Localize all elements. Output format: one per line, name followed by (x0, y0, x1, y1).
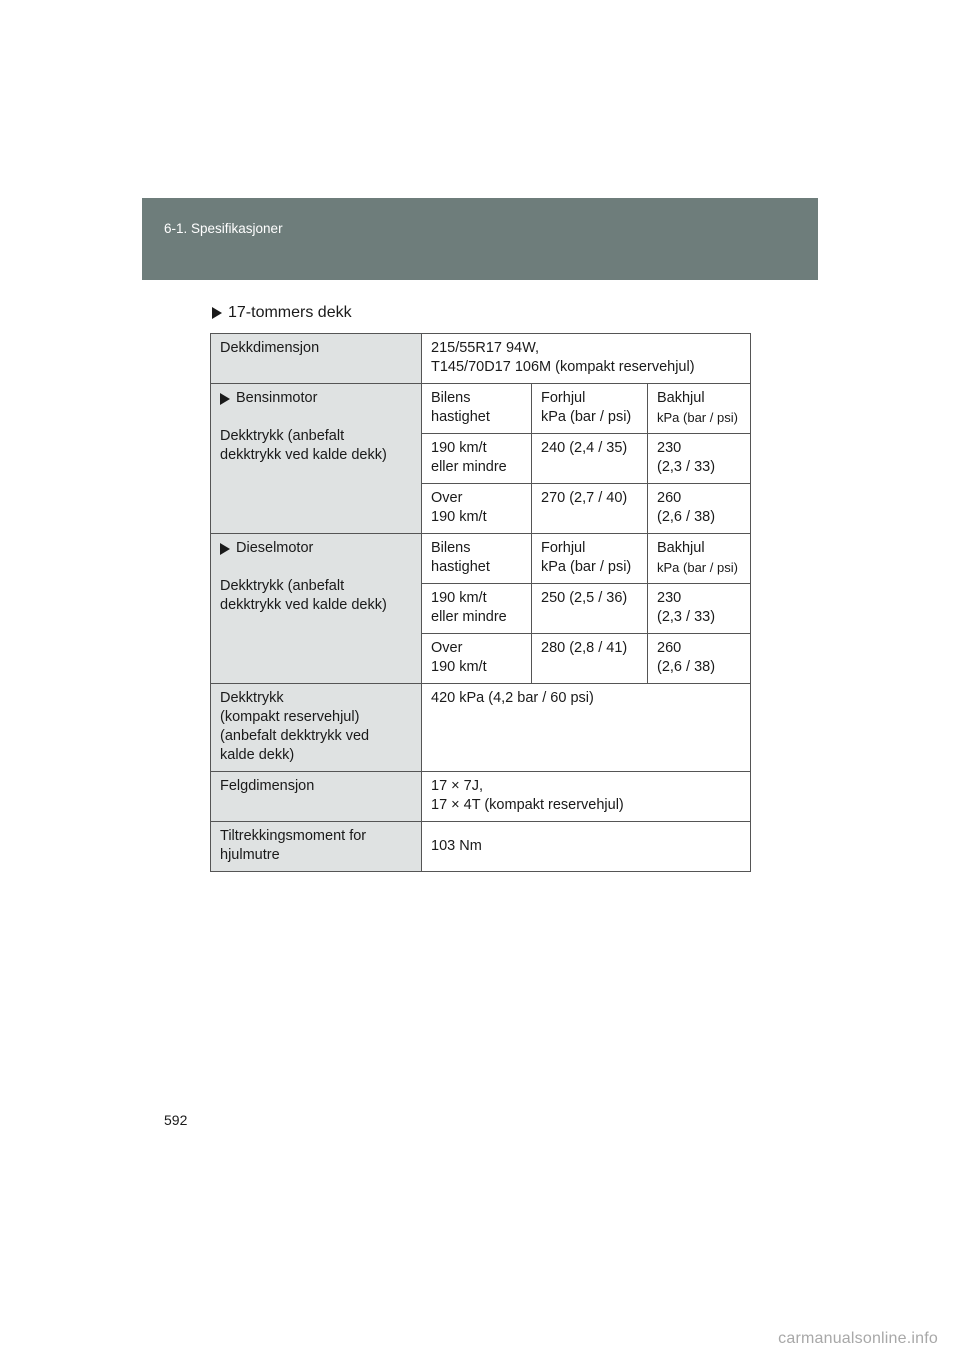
triangle-bullet-icon (220, 543, 230, 555)
table-row-rim-size (211, 772, 751, 822)
front-pressure-cell: 280 (2,8 / 41) (532, 634, 648, 684)
tire-spec-table (210, 333, 751, 872)
speed-cell: Over 190 km/t (422, 634, 532, 684)
table-row-petrol-header (211, 384, 751, 434)
watermark: carmanualsonline.info (778, 1330, 938, 1347)
section-heading-text: 17-tommers dekk (228, 304, 352, 321)
rear-wheel-column-header: Bakhjul kPa (bar / psi) (648, 534, 751, 584)
triangle-bullet-icon (220, 393, 230, 405)
torque-label: Tiltrekkingsmoment for hjulmutre (211, 822, 422, 872)
speed-cell: Over 190 km/t (422, 484, 532, 534)
spare-pressure-label: Dekktrykk (kompakt reservehjul) (anbefalt dekktrykk ved kalde dekk) (211, 684, 422, 772)
rear-pressure-cell: 260 (2,6 / 38) (648, 484, 751, 534)
rim-size-value: 17 × 7J, 17 × 4T (kompakt reservehjul) (422, 772, 751, 822)
table-row-tire-size (211, 334, 751, 384)
page-number: 592 (164, 1112, 188, 1128)
triangle-bullet-icon (212, 307, 222, 319)
chapter-title: 6-1. Spesifikasjoner (164, 221, 283, 236)
petrol-pressure-desc: Dekktrykk (anbefalt (220, 428, 345, 444)
speed-column-header: Bilens hastighet (422, 534, 532, 584)
rear-pressure-cell: 260 (2,6 / 38) (648, 634, 751, 684)
table-row-diesel-header (211, 534, 751, 584)
rim-size-label: Felgdimensjon (211, 772, 422, 822)
rear-pressure-cell: 230 (2,3 / 33) (648, 584, 751, 634)
speed-column-header: Bilens hastighet (422, 384, 532, 434)
section-heading (212, 304, 352, 322)
diesel-engine-label: Dieselmotor Dekktrykk (anbefalt dekktrykk ved kalde dekk) (211, 534, 422, 684)
front-pressure-cell: 240 (2,4 / 35) (532, 434, 648, 484)
diesel-engine-title: Dieselmotor (236, 540, 314, 556)
spare-pressure-value: 420 kPa (4,2 bar / 60 psi) (422, 684, 751, 772)
tire-size-value: 215/55R17 94W, T145/70D17 106M (kompakt reservehjul) (422, 334, 751, 384)
petrol-engine-title: Bensinmotor (236, 390, 318, 406)
table-row-torque (211, 822, 751, 872)
front-pressure-cell: 250 (2,5 / 36) (532, 584, 648, 634)
petrol-engine-label: Bensinmotor Dekktrykk (anbefalt dekktrykk ved kalde dekk) (211, 384, 422, 534)
tire-size-label: Dekkdimensjon (211, 334, 422, 384)
table-row-spare-pressure (211, 684, 751, 772)
chapter-header-band (142, 198, 818, 280)
front-wheel-column-header: Forhjul kPa (bar / psi) (532, 534, 648, 584)
torque-value: 103 Nm (422, 822, 751, 872)
speed-cell: 190 km/t eller mindre (422, 584, 532, 634)
front-pressure-cell: 270 (2,7 / 40) (532, 484, 648, 534)
front-wheel-column-header: Forhjul kPa (bar / psi) (532, 384, 648, 434)
diesel-pressure-desc: Dekktrykk (anbefalt (220, 578, 345, 594)
speed-cell: 190 km/t eller mindre (422, 434, 532, 484)
rear-wheel-column-header: Bakhjul kPa (bar / psi) (648, 384, 751, 434)
rear-pressure-cell: 230 (2,3 / 33) (648, 434, 751, 484)
